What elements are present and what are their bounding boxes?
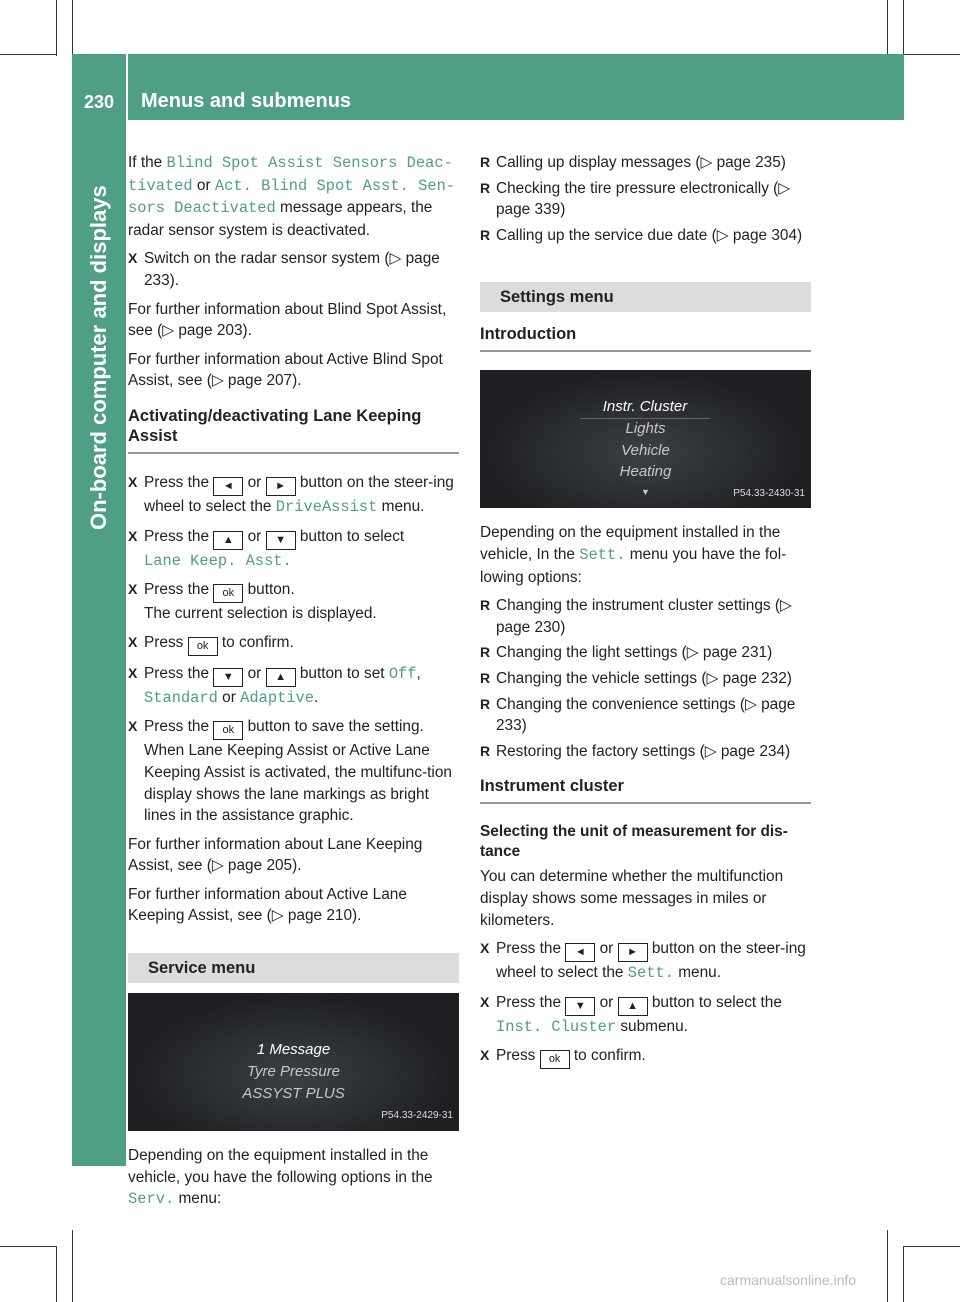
step-select-cluster: X Press the ▼ or ▲ button to select the Inst. Cluster submenu. bbox=[480, 992, 811, 1039]
step-select-sett: X Press the ◄ or ► button on the steer-ing wheel to select the Sett. menu. bbox=[480, 938, 811, 985]
step-confirm: X Press ok to confirm. bbox=[480, 1045, 811, 1069]
settings-menu-screenshot bbox=[480, 370, 811, 508]
heading-instrument-cluster: Instrument cluster bbox=[480, 776, 811, 804]
up-arrow-key-icon: ▲ bbox=[213, 531, 243, 550]
shot-line: ASSYST PLUS bbox=[242, 1085, 345, 1103]
list-item: R Changing the light settings (▷ page 231) bbox=[480, 642, 811, 664]
paragraph-blind-spot-message: If the Blind Spot Assist Sensors Deac‐tivated or Act. Blind Spot Asst. Sen‐sors Deactivated message appears, the radar sensor system is deactivated. bbox=[128, 154, 456, 239]
paragraph-active-lane-ref: For further information about Active Lane Keeping Assist, see (▷ page 210). bbox=[128, 885, 407, 925]
ok-key-icon: ok bbox=[540, 1050, 570, 1069]
list-item: R Changing the instrument cluster settings (▷ page 230) bbox=[480, 595, 811, 638]
header-divider bbox=[126, 54, 128, 120]
page-number: 230 bbox=[84, 92, 115, 112]
page-title: Menus and submenus bbox=[141, 90, 352, 112]
heading-introduction: Introduction bbox=[480, 324, 811, 352]
shot-line: Heating bbox=[619, 463, 672, 481]
left-arrow-key-icon: ◄ bbox=[213, 477, 243, 496]
step-select-lane-keep: X Press the ▲ or ▼ button to select Lane Keep. Asst. bbox=[128, 526, 459, 573]
paragraph-lane-keeping-ref: For further information about Lane Keeping Assist, see (▷ page 205). bbox=[128, 835, 423, 875]
section-service-menu: Service menu bbox=[128, 953, 459, 983]
step-select-driveassist: X Press the ◄ or ► button on the steer-ing wheel to select the DriveAssist menu. bbox=[128, 472, 459, 519]
list-item: R Changing the convenience settings (▷ page 233) bbox=[480, 694, 811, 737]
down-arrow-key-icon: ▼ bbox=[213, 668, 243, 687]
right-arrow-key-icon: ► bbox=[618, 943, 648, 962]
shot-line: Lights bbox=[625, 420, 666, 438]
ok-key-icon: ok bbox=[188, 637, 218, 656]
service-menu-screenshot bbox=[128, 993, 459, 1131]
up-arrow-key-icon: ▲ bbox=[618, 997, 648, 1016]
heading-lane-keeping: Activating/deactivating Lane Keeping Assist bbox=[128, 406, 459, 454]
paragraph-serv-options: Depending on the equipment installed in the vehicle, you have the following options in the Serv. menu: bbox=[128, 1147, 433, 1209]
list-item: R Calling up display messages (▷ page 235) bbox=[480, 152, 811, 174]
list-item: R Changing the vehicle settings (▷ page 232) bbox=[480, 668, 811, 690]
list-item: R Calling up the service due date (▷ page 304) bbox=[480, 225, 811, 247]
list-item: R Restoring the factory settings (▷ page 234) bbox=[480, 741, 811, 763]
figure-code: P54.33-2430-31 bbox=[733, 487, 805, 499]
step-save-setting: X Press the ok button to save the setting. When Lane Keeping Assist or Active Lane Keeping Assist is activated, the multifunc-tion display shows the lane markings as bright lines in the assistance graphic. bbox=[128, 716, 459, 826]
paragraph-unit-info: You can determine whether the multifunction display shows some messages in miles or kilometers. bbox=[480, 868, 784, 929]
left-arrow-key-icon: ◄ bbox=[565, 943, 595, 962]
shot-line: Tyre Pressure bbox=[246, 1063, 341, 1081]
heading-unit-distance: Selecting the unit of measurement for dis-tance bbox=[480, 823, 788, 861]
section-settings-menu: Settings menu bbox=[480, 282, 811, 312]
column-left bbox=[128, 152, 459, 1218]
figure-code: P54.33-2429-31 bbox=[381, 1110, 453, 1122]
down-arrow-key-icon: ▼ bbox=[266, 531, 296, 550]
paragraph-active-blind-spot-ref: For further information about Active Blind Spot Assist, see (▷ page 207). bbox=[128, 350, 443, 390]
right-arrow-key-icon: ► bbox=[266, 477, 296, 496]
shot-line: 1 Message bbox=[256, 1041, 331, 1059]
ok-key-icon: ok bbox=[213, 721, 243, 740]
footer-watermark: carmanualsonline.info bbox=[720, 1272, 857, 1288]
column-right bbox=[480, 152, 811, 1076]
paragraph-sett-options: Depending on the equipment installed in the vehicle, In the Sett. menu you have the fol-lowing options: bbox=[480, 524, 787, 586]
list-item: R Checking the tire pressure electronically (▷ page 339) bbox=[480, 178, 811, 221]
step-press-ok: X Press the ok button. The current selection is displayed. bbox=[128, 579, 459, 625]
up-arrow-key-icon: ▲ bbox=[266, 668, 296, 687]
shot-line-selected: Instr. Cluster bbox=[580, 396, 710, 419]
scroll-down-icon: ▼ bbox=[641, 487, 650, 498]
paragraph-blind-spot-ref: For further information about Blind Spot Assist, see (▷ page 203). bbox=[128, 300, 447, 340]
step-set-mode: X Press the ▼ or ▲ button to set Off, Standard or Adaptive. bbox=[128, 663, 459, 710]
shot-line: Vehicle bbox=[621, 442, 670, 460]
step-switch-radar: X Switch on the radar sensor system (▷ page 233). bbox=[128, 248, 459, 291]
down-arrow-key-icon: ▼ bbox=[565, 997, 595, 1016]
ok-key-icon: ok bbox=[213, 584, 243, 603]
step-confirm: X Press ok to confirm. bbox=[128, 632, 459, 656]
